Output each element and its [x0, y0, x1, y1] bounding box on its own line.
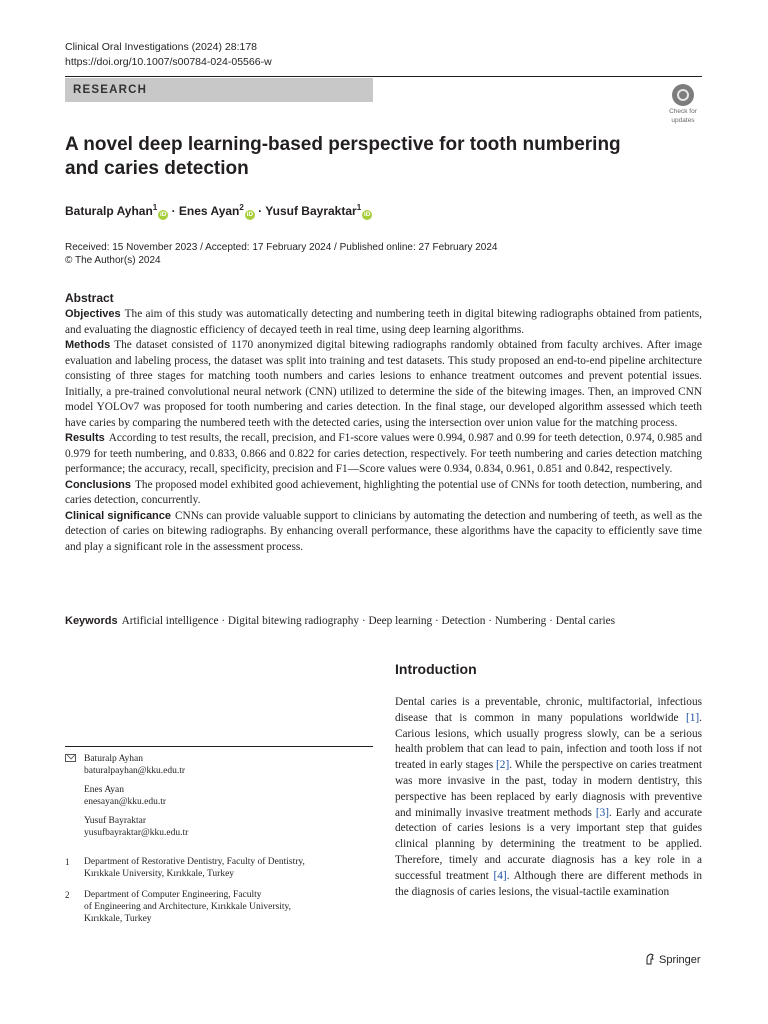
abstract-heading: Abstract: [65, 291, 114, 305]
check-for-updates-label-1: Check for: [669, 108, 697, 115]
abstract-methods: [65, 338, 702, 431]
abstract-objectives: [65, 307, 702, 338]
abstract-clinical-significance: [65, 509, 702, 556]
correspondence-email[interactable]: yusufbayraktar@kku.edu.tr: [84, 828, 189, 838]
citation-link[interactable]: [4]: [493, 869, 507, 882]
correspondence-name: Baturalp Ayhan: [84, 754, 144, 764]
keywords-text: Artificial intelligence · Digital bitewing radiography · Deep learning · Detection · Numbering · Dental caries: [121, 615, 616, 627]
methods-label: Methods: [65, 339, 111, 351]
correspondence-email[interactable]: enesayan@kku.edu.tr: [84, 797, 167, 807]
journal-citation: Clinical Oral Investigations (2024) 28:178: [65, 41, 258, 53]
check-for-updates-label-2: updates: [671, 117, 695, 124]
correspondence-name: Enes Ayan: [84, 785, 125, 795]
methods-text: The dataset consisted of 1170 anonymized digital bitewing radiographs randomly obtained from faculty archives. After image evaluation and labeling process, the dataset was split into training and test datasets. This study proposed an end-to-end pipeline architecture consisting of three stages for matching tooth numbers and caries lesions to enhance treatment outcomes and prevent potential issues. Initially, a pre-trained convolutional neural network (CNN) utilized to determine the side of the bitewing images. Then, an improved CNN model YOLOv7 was proposed for tooth numbering and caries detection. In the final stage, our developed algorithm assessed which teeth have caries by comparing the numbered teeth with the detected caries, using the intersection over union value for the matching process.: [65, 339, 702, 429]
author-affiliation-marker: 1: [356, 203, 362, 212]
doi-link[interactable]: https://doi.org/10.1007/s00784-024-05566-w: [65, 56, 272, 68]
author-name[interactable]: Enes Ayan: [178, 204, 240, 218]
citation-link[interactable]: [3]: [595, 806, 610, 819]
results-label: Results: [65, 432, 105, 444]
intro-text: . While the perspective on caries treatment was more invasive in the past, today in modern dentistry, this perspective has been replaced by early diagnosis with preventive and minimally invasive treatment methods: [395, 759, 702, 819]
article-title-line-1: A novel deep learning-based perspective for tooth numbering: [65, 134, 621, 155]
author-name[interactable]: Baturalp Ayhan: [65, 204, 153, 218]
section-label: RESEARCH: [73, 84, 148, 96]
introduction-paragraph: [395, 695, 702, 900]
affiliation-1: [65, 856, 373, 880]
keywords: [65, 614, 702, 629]
author-affiliation-marker: 1: [152, 203, 158, 212]
correspondence-email[interactable]: baturalpayhan@kku.edu.tr: [84, 766, 186, 776]
results-text: According to test results, the recall, precision, and F1-score values were 0.994, 0.987 and 0.99 for teeth detection, 0.974, 0.985 and 0.979 for teeth numbering, and 0.833, 0.866 and 0.822 for caries detection, respectively. For teeth numbering and caries detection matching performance; the accuracy, recall, specificity, precision and F1—Score values were 0.934, 0.834, 0.961, 0.851 and 0.842, respectively.: [65, 432, 702, 475]
author-name[interactable]: Yusuf Bayraktar: [265, 204, 357, 218]
check-for-updates-icon: [672, 84, 694, 106]
header-rule: [65, 76, 702, 77]
envelope-icon: [65, 753, 76, 765]
section-label-bar: [65, 78, 373, 102]
intro-text: Dental caries is a preventable, chronic, multifactorial, infectious disease that is common in many populations worldwide: [395, 696, 702, 724]
author-list: [65, 203, 372, 220]
copyright-line: © The Author(s) 2024: [65, 255, 161, 266]
abstract-conclusions: [65, 478, 702, 509]
publication-dates: [65, 241, 498, 267]
abstract-results: [65, 431, 702, 478]
intro-text: . Early and accurate detection of caries lesions is a very important step that guides clinical planning by determining the treatment to be applied. Therefore, timely and accurate diagnosis has a key role in a successful treatment: [395, 806, 702, 882]
author-separator: ·: [254, 204, 266, 218]
author-affiliation-marker: 2: [239, 203, 244, 212]
orcid-icon[interactable]: iD: [160, 211, 167, 218]
affiliation-2: [65, 889, 373, 925]
conclusions-label: Conclusions: [65, 478, 132, 491]
objectives-label: Objectives: [65, 308, 121, 320]
journal-header: [65, 40, 272, 70]
check-for-updates-badge[interactable]: [664, 84, 702, 124]
article-title: [65, 133, 625, 181]
publisher-name: Springer: [659, 954, 701, 966]
citation-link[interactable]: [2]: [496, 759, 510, 772]
affiliation-line: Kırıkkale, Turkey: [84, 914, 152, 924]
citation-link[interactable]: [1]: [685, 711, 700, 724]
correspondence-note: [65, 753, 373, 839]
affiliation-line: Department of Restorative Dentistry, Faculty of Dentistry,: [84, 857, 305, 867]
introduction-heading: Introduction: [395, 661, 477, 677]
dates-line: Received: 15 November 2023 / Accepted: 17 February 2024 / Published online: 27 February 2024: [65, 242, 498, 253]
springer-horse-icon: [645, 953, 655, 965]
affiliation-line: of Engineering and Architecture, Kırıkkale University,: [84, 902, 291, 912]
affiliation-line: Department of Computer Engineering, Faculty: [84, 890, 262, 900]
keywords-label: Keywords: [65, 615, 118, 627]
orcid-icon[interactable]: iD: [246, 211, 254, 218]
objectives-text: The aim of this study was automatically detecting and numbering teeth in digital bitewing radiographs obtained from patients, and evaluating the diagnostic efficiency of decayed teeth in real time, using deep learning algorithms.: [65, 308, 702, 336]
clinical-significance-label: Clinical significance: [65, 509, 172, 522]
abstract-section: [65, 290, 702, 555]
affiliation-line: Kırıkkale University, Kırıkkale, Turkey: [84, 869, 235, 879]
intro-text: . Although there are different methods in the diagnosis of caries lesions, the visual-tactile examination: [395, 869, 702, 898]
intro-text: . Carious lesions, which usually progress slowly, can be a serious health problem that can lead to pain, infection and tooth loss if not treated in early stages: [395, 711, 702, 772]
affiliation-number: 1: [65, 857, 70, 867]
article-title-line-2: and caries detection: [65, 158, 249, 179]
orcid-icon[interactable]: iD: [363, 211, 371, 218]
clinical-significance-text: CNNs can provide valuable support to clinicians by automating the detection and numbering of teeth, as well as the detection of caries on bitewing radiographs. By enhancing overall performance, these algorithms have the capacity to efficiently save time and play a significant role in the assessment process.: [65, 509, 702, 553]
author-separator: ·: [168, 204, 179, 218]
affiliation-number: 2: [65, 890, 70, 900]
publisher-logo: [645, 953, 701, 967]
conclusions-text: The proposed model exhibited good achievement, highlighting the potential use of CNNs for tooth detection, numbering, and caries detection, concurrently.: [65, 478, 702, 506]
correspondence-name: Yusuf Bayraktar: [84, 816, 146, 826]
footnote-rule: [65, 746, 373, 747]
